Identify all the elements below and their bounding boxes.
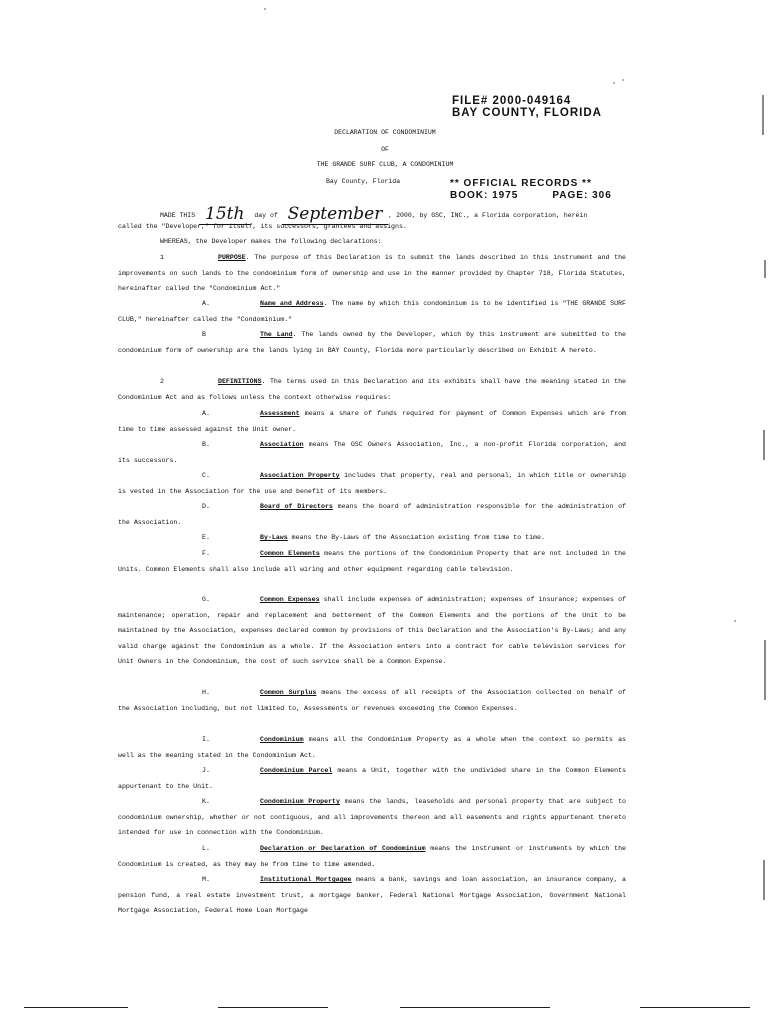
scan-footer-rule: [640, 1007, 750, 1008]
scan-footer-rule: [218, 1007, 328, 1008]
definition-letter: I.: [202, 736, 210, 743]
definition-term: Common Elements: [260, 550, 320, 557]
handwritten-month: September: [282, 204, 389, 225]
definition-term: Common Expenses: [260, 596, 320, 603]
definition-by-laws: [118, 530, 626, 546]
section-text: . The purpose of this Declaration is to submit the lands described in this instrument and the improvements on such lands to the condominium form of ownership and use in the manner provided by Chapter 718, Florida Statutes, hereinafter called the "Condominium Act.": [118, 254, 626, 292]
definition-assessment: [118, 406, 626, 437]
subsection-text: . The name by which this condominium is to be identified is "THE GRANDE SURF CLUB," hereinafter called the "Condominium.": [118, 300, 626, 323]
intro-line: called the "Developer," for itself, its successors, grantees and assigns.: [118, 223, 407, 230]
definition-association: [118, 437, 626, 468]
title-of: OF: [381, 146, 389, 153]
scan-speck: [734, 620, 736, 622]
file-stamp: [452, 95, 602, 119]
subsection-letter: B: [202, 331, 206, 338]
subsection-letter: A.: [202, 300, 210, 307]
definition-common-surplus: [118, 685, 626, 716]
page-number: PAGE: 306: [552, 190, 612, 201]
definition-text: means the board of administration responsible for the administration of the Association.: [118, 503, 626, 526]
section-heading: DEFINITIONS: [218, 378, 262, 385]
definition-text: means a share of funds required for payment of Common Expenses which are from time to time assessed against the Unit owner.: [118, 410, 626, 433]
section-number: 2: [160, 378, 164, 385]
file-county: BAY COUNTY, FLORIDA: [452, 107, 602, 119]
definition-text: means the lands, leaseholds and personal property that are subject to condominium ownership, whether or not contiguous, and all improvements thereon and all easements and rights appurtenant thereto intended for use in connection with the Condominium.: [118, 798, 627, 836]
definition-term: Association Property: [260, 472, 340, 479]
subsection-the-land: [118, 327, 626, 358]
scan-footer-rule: [24, 1007, 128, 1008]
scan-footer-rule: [400, 1007, 550, 1008]
official-records-label: ** OFFICIAL RECORDS **: [450, 178, 592, 189]
subsection-text: . The lands owned by the Developer, which by this instrument are submitted to the condominium form of ownership are the lands lying in BAY County, Florida more particularly described on Exhibit A hereto.: [118, 331, 626, 354]
scan-speck: [613, 82, 615, 84]
scan-edge-mark: [764, 260, 766, 278]
definition-letter: C.: [202, 472, 210, 479]
definition-common-elements: [118, 546, 626, 577]
definition-letter: J.: [202, 767, 210, 774]
definition-letter: H.: [202, 689, 210, 696]
subsection-heading: The Land: [260, 331, 293, 338]
definition-association-property: [118, 468, 626, 499]
scan-edge-mark: [763, 430, 765, 460]
definition-text: means The GSC Owners Association, Inc., a non-profit Florida corporation, and its successors.: [118, 441, 626, 464]
definition-declaration: [118, 841, 626, 872]
definition-letter: L.: [202, 845, 210, 852]
document-title: DECLARATION OF CONDOMINIUM: [334, 129, 436, 136]
definition-text: shall include expenses of administration; expenses of insurance; expenses of maintenance; operation, repair and replacement and betterment of the Common Elements and the portions of the Unit to be maintained by the Association, expenses declared common by provisions of this Declaration and the Association's By-Laws; and any valid charge against the Condominium as a whole. If the Association enters into a contract for cable television services for Unit Owners in the Condominium, the cost of such service shall be a Common Expense.: [118, 596, 626, 665]
definition-text: means the By-Laws of the Association existing from time to time.: [287, 534, 545, 541]
definition-term: Condominium Parcel: [260, 767, 333, 774]
section-heading: PURPOSE: [218, 254, 246, 261]
scan-edge-mark: [764, 640, 766, 700]
definition-term: Institutional Mortgagee: [260, 876, 352, 883]
made-prefix: MADE THIS: [160, 212, 196, 219]
official-records-stamp: [450, 178, 612, 202]
definition-common-expenses: [118, 592, 626, 670]
definition-term: Assessment: [260, 410, 300, 417]
subsection-name-address: [118, 296, 626, 327]
condominium-name: THE GRANDE SURF CLUB, A CONDOMINIUM: [316, 161, 454, 168]
definition-term: Declaration or Declaration of Condominium: [260, 845, 426, 852]
definition-condominium: [118, 732, 626, 763]
definition-letter: G.: [202, 596, 210, 603]
definition-term: Association: [260, 441, 304, 448]
whereas-line: WHEREAS, the Developer makes the following declarations:: [160, 238, 382, 245]
definition-condominium-property: [118, 794, 626, 841]
definition-letter: A.: [202, 410, 210, 417]
definition-term: Condominium: [260, 736, 304, 743]
definition-term: Board of Directors: [260, 503, 333, 510]
definition-term: Common Surplus: [260, 689, 317, 696]
definition-term: By-Laws: [260, 534, 288, 541]
definition-text: means a Unit, together with the undivided share in the Common Elements appurtenant to the Unit.: [118, 767, 626, 790]
handwritten-day: 15th: [199, 204, 250, 225]
scan-speck: [622, 79, 624, 81]
definition-text: means the portions of the Condominium Property that are not included in the Units. Common Elements shall also include all wiring and other equipment regarding cable television.: [118, 550, 626, 573]
definition-text: means all the Condominium Property as a whole when the context so permits as well as the meaning stated in the Condominium Act.: [118, 736, 626, 759]
scan-speck: [264, 8, 266, 10]
definition-letter: F.: [202, 550, 210, 557]
definition-letter: M.: [202, 876, 210, 883]
definition-text: means the excess of all receipts of the Association collected on behalf of the Association including, but not limited to, Assessments or revenues exceeding the Common Expenses.: [118, 689, 626, 712]
definition-text: means the instrument or instruments by which the Condominium is created, as they may be from time to time amended.: [118, 845, 627, 868]
definition-board-of-directors: [118, 499, 626, 530]
county-line: Bay County, Florida: [326, 178, 401, 185]
definition-term: Condominium Property: [260, 798, 340, 805]
book-page-line: [450, 190, 612, 202]
section-purpose: [118, 250, 626, 297]
section-definitions: [118, 374, 626, 405]
definition-letter: K.: [202, 798, 210, 805]
definition-institutional-mortgagee: [118, 872, 626, 919]
definition-condominium-parcel: [118, 763, 626, 794]
definition-text: means a bank, savings and loan association, an insurance company, a pension fund, a real estate investment trust, a mortgage banker, Federal National Mortgage Association, Government National Mortgage Association, Federal Home Loan Mortgage: [118, 876, 626, 914]
definition-letter: E.: [202, 534, 210, 541]
section-text: . The terms used in this Declaration and its exhibits shall have the meaning stated in the Condominium Act and as follows unless the context otherwise requires:: [118, 378, 626, 401]
made-suffix: , 2000, by GSC, INC., a Florida corporation, herein: [388, 212, 588, 219]
file-number: FILE# 2000-049164: [452, 95, 572, 107]
section-number: 1: [160, 254, 164, 261]
scan-edge-mark: [763, 860, 765, 900]
book-number: BOOK: 1975: [450, 190, 519, 201]
subsection-heading: Name and Address: [260, 300, 324, 307]
definition-letter: D.: [202, 503, 210, 510]
definition-letter: B.: [202, 441, 210, 448]
made-mid: day of: [254, 212, 278, 219]
definition-text: includes that property, real and personal, in which title or ownership is vested in the Association for the use and benefit of its members.: [118, 472, 626, 495]
